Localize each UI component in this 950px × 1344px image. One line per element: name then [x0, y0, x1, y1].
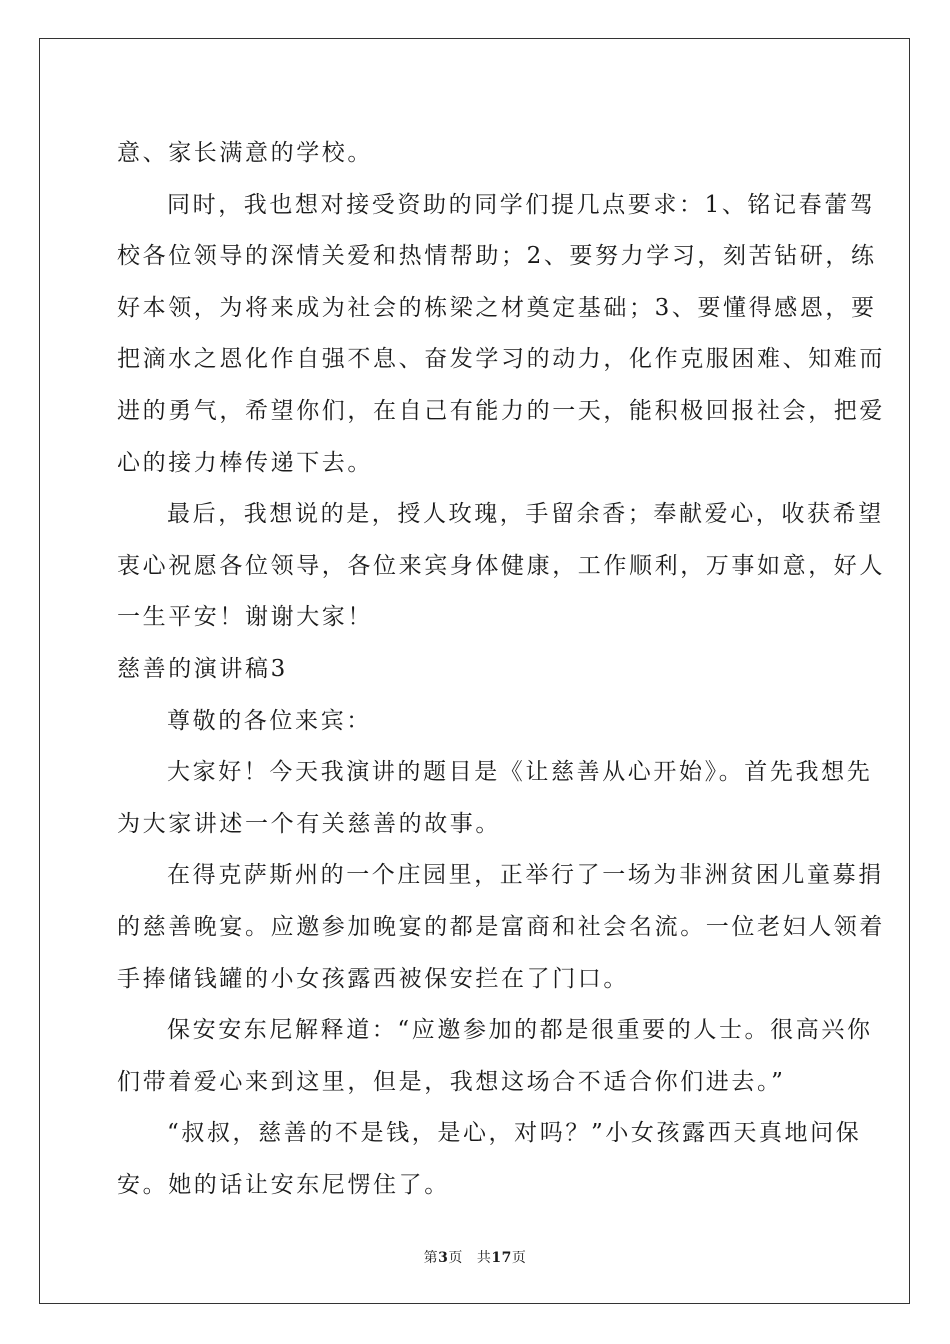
document-body	[117, 128, 885, 1211]
salutation: 尊敬的各位来宾：	[167, 707, 372, 734]
page-suffix: 页	[448, 1250, 463, 1266]
page-number: 3	[438, 1250, 449, 1266]
paragraph-start: 在得克萨斯州的一个庄园里，正举行了一场为非洲贫困儿童募捐	[167, 862, 884, 889]
paragraph-start: 同时，我也想对接受资助的同学们提几点要求：1、铭记春蕾驾	[167, 191, 876, 218]
text-line: 衷心祝愿各位领导，各位来宾身体健康，工作顺利，万事如意，好人	[117, 552, 885, 579]
paragraph-start: “叔叔，慈善的不是钱，是心，对吗？”小女孩露西天真地问保	[167, 1120, 862, 1147]
page-prefix: 第	[423, 1250, 439, 1266]
text-line: 意、家长满意的学校。	[117, 140, 373, 166]
text-line: 的慈善晚宴。应邀参加晚宴的都是富商和社会名流。一位老妇人领着	[117, 913, 885, 940]
section-title: 慈善的演讲稿3	[117, 655, 288, 682]
total-pages: 17	[491, 1250, 512, 1266]
text-line: 为大家讲述一个有关慈善的故事。	[117, 810, 501, 837]
text-line: 一生平安！谢谢大家！	[117, 604, 373, 631]
text-line: 好本领，为将来成为社会的栋梁之材奠定基础；3、要懂得感恩，要	[117, 294, 877, 321]
text-line: 进的勇气，希望你们，在自己有能力的一天，能积极回报社会，把爱	[117, 397, 885, 424]
text-line: 把滴水之恩化作自强不息、奋发学习的动力，化作克服困难、知难而	[117, 346, 885, 373]
total-prefix: 共	[476, 1250, 492, 1266]
text-line: 们带着爱心来到这里，但是，我想这场合不适合你们进去。”	[117, 1068, 786, 1095]
total-suffix: 页	[511, 1250, 527, 1266]
text-line: 手捧储钱罐的小女孩露西被保安拦在了门口。	[117, 965, 629, 992]
paragraph-start: 最后，我想说的是，授人玫瑰，手留余香；奉献爱心，收获希望	[167, 501, 884, 528]
text-line: 安。她的话让安东尼愣住了。	[117, 1171, 450, 1198]
paragraph-start: 大家好！今天我演讲的题目是《让慈善从心开始》。首先我想先	[167, 759, 873, 786]
text-line: 校各位领导的深情关爱和热情帮助；2、要努力学习，刻苦钻研，练	[117, 243, 877, 270]
text-line: 心的接力棒传递下去。	[117, 449, 373, 476]
paragraph-start: 保安安东尼解释道：“应邀参加的都是很重要的人士。很高兴你	[167, 1017, 873, 1044]
page-footer	[0, 1247, 950, 1267]
